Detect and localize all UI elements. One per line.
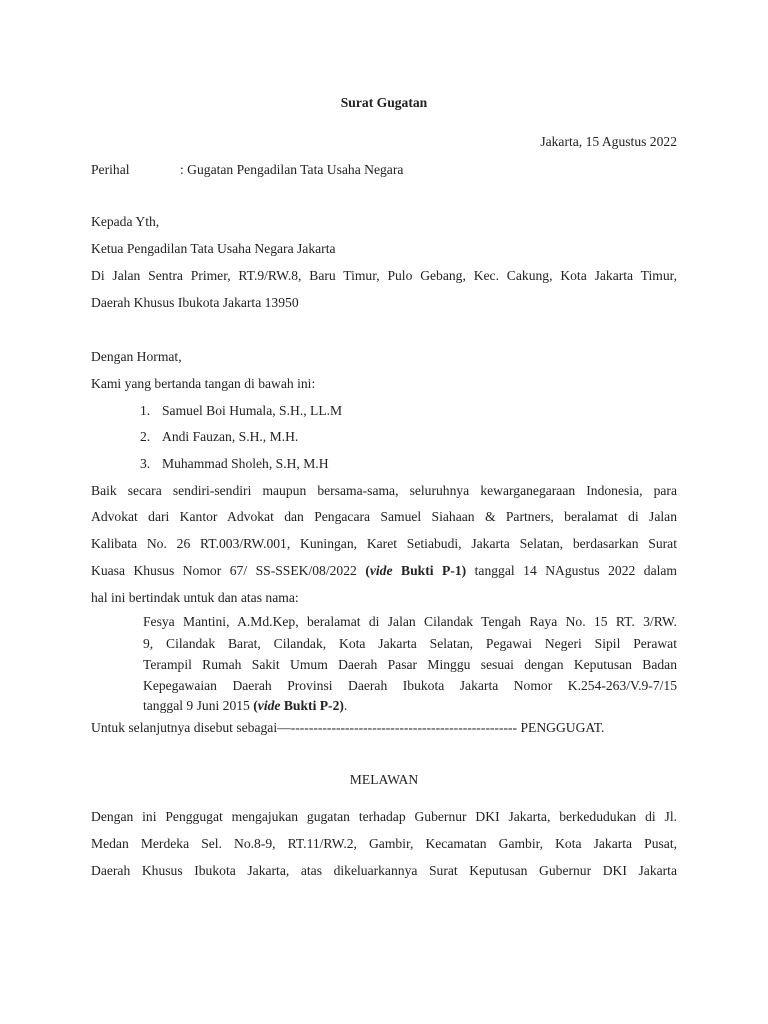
text-run: tanggal 9 Juni 2015: [143, 698, 250, 713]
recipient-address-line: Daerah Khusus Ibukota Jakarta 13950: [91, 295, 299, 310]
client-line: Fesya Mantini, A.Md.Kep, beralamat di Jalan Cilandak Tengah Raya No. 15 RT. 3/RW.: [143, 614, 677, 629]
opening-greeting: Dengan Hormat,: [91, 349, 182, 364]
paragraph-line: Baik secara sendiri-sendiri maupun bersama-sama, seluruhnya kewarganegaraan Indonesia, para: [91, 483, 677, 498]
perihal-label: Perihal: [91, 162, 130, 177]
exhibit-reference: (vide Bukti P-1): [365, 563, 467, 578]
recipient-address-line: Di Jalan Sentra Primer, RT.9/RW.8, Baru Timur, Pulo Gebang, Kec. Cakung, Kota Jakarta Timur,: [91, 268, 677, 283]
letter-date: Jakarta, 15 Agustus 2022: [540, 134, 677, 149]
perihal-value: : Gugatan Pengadilan Tata Usaha Negara: [180, 162, 404, 177]
client-line: Kepegawaian Daerah Provinsi Daerah Ibukota Jakarta Nomor K.254-263/V.9-7/15: [143, 678, 677, 693]
text-run: Kuasa Khusus Nomor 67/ SS-SSEK/08/2022: [91, 563, 357, 578]
paragraph-line: Advokat dari Kantor Advokat dan Pengacara Samuel Siahaan & Partners, beralamat di Jalan: [91, 509, 677, 524]
paragraph-line: Dengan ini Penggugat mengajukan gugatan terhadap Gubernur DKI Jakarta, berkedudukan di Jl.: [91, 809, 677, 824]
letter-title: Surat Gugatan: [340, 95, 428, 110]
list-item-number: 3.: [140, 456, 151, 471]
intro-text: Kami yang bertanda tangan di bawah ini:: [91, 376, 316, 391]
paragraph-line: Kalibata No. 26 RT.003/RW.001, Kuningan, Karet Setiabudi, Jakarta Selatan, berdasarkan Surat: [91, 536, 677, 551]
list-item-number: 1.: [140, 403, 151, 418]
client-line: Terampil Rumah Sakit Umum Daerah Pasar Minggu sesuai dengan Keputusan Badan: [143, 657, 677, 672]
list-item-number: 2.: [140, 429, 151, 444]
exhibit-reference: (vide Bukti P-2): [253, 698, 344, 713]
text-run: .: [343, 698, 348, 713]
versus-heading: MELAWAN: [349, 772, 419, 787]
paragraph-line: hal ini bertindak untuk dan atas nama:: [91, 590, 299, 605]
client-line: 9, Cilandak Barat, Cilandak, Kota Jakarta Selatan, Pegawai Negeri Sipil Perawat: [143, 636, 677, 651]
recipient-salutation: Kepada Yth,: [91, 214, 160, 229]
client-line: [143, 697, 347, 715]
party-designation: Untuk selanjutnya disebut sebagai—-------------------------------------------------- PENGGUGAT.: [91, 720, 605, 735]
paragraph-line: Medan Merdeka Sel. No.8-9, RT.11/RW.2, Gambir, Kecamatan Gambir, Kota Jakarta Pusat,: [91, 836, 677, 851]
paragraph-line: Daerah Khusus Ibukota Jakarta, atas dikeluarkannya Surat Keputusan Gubernur DKI Jakarta: [91, 863, 677, 878]
list-item: Samuel Boi Humala, S.H., LL.M: [162, 403, 343, 418]
list-item: Andi Fauzan, S.H., M.H.: [162, 429, 299, 444]
text-run: tanggal 14 NAgustus 2022 dalam: [474, 563, 677, 578]
list-item: Muhammad Sholeh, S.H, M.H: [162, 456, 329, 471]
recipient-name: Ketua Pengadilan Tata Usaha Negara Jakarta: [91, 241, 336, 256]
